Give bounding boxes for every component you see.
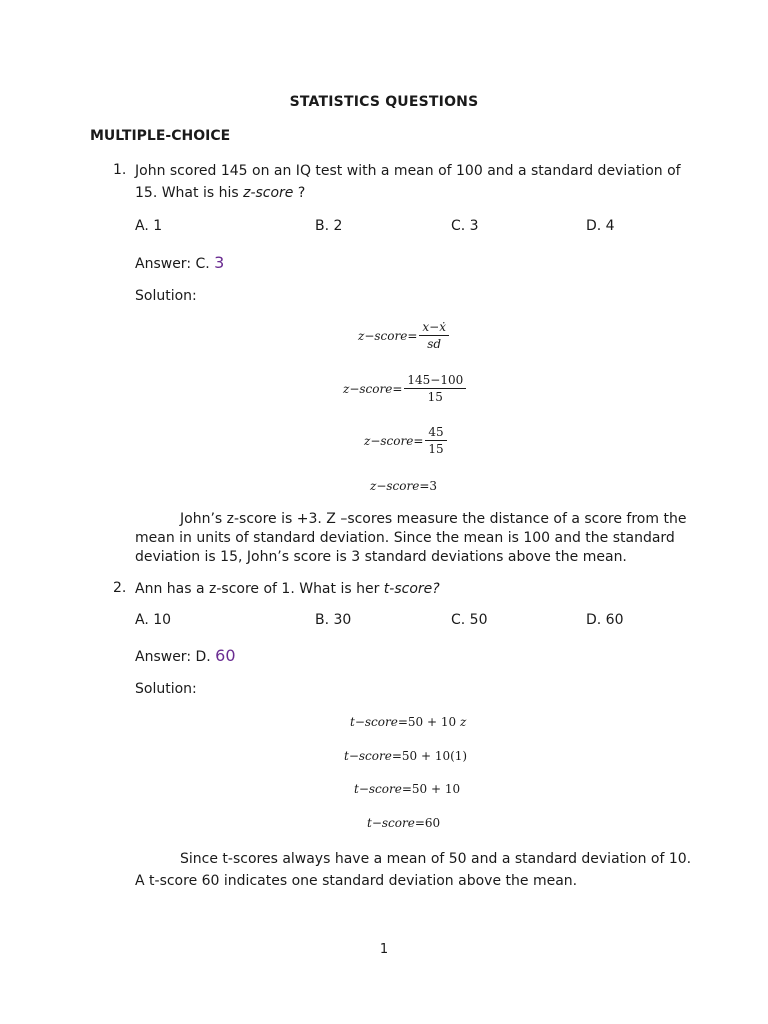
question-1-text [135,160,681,204]
q2-equation-2: t−score= 50 + 10(1) [344,749,468,763]
document-title: STATISTICS QUESTIONS [289,94,479,110]
question-1-line1: John scored 145 on an IQ test with a mean of 100 and a standard deviation of [135,163,681,179]
q1-equation-1: z−score= $\frac{\text{x−ẋ}}{sd}$ [358,320,451,351]
question-2-number: 2. [113,580,127,596]
question-1-answer-value: 3 [214,253,225,272]
q1-equation-4: z−score= 3 [370,479,438,493]
explanation-line: John’s z-score is +3. Z –scores measure the distance of a score from the [180,511,687,527]
t-score-term: t-score? [383,581,440,597]
page-number: 1 [379,942,389,957]
question-1-solution-label: Solution: [135,288,197,304]
section-heading: MULTIPLE-CHOICE [90,128,231,144]
question-2-option-a: A. 10 [135,612,172,628]
question-1-number: 1. [113,162,127,178]
fraction: $\frac{145-100}{15}$ [404,373,466,404]
question-2-option-d: D. 60 [586,612,624,628]
explanation-line: Since t-scores always have a mean of 50 and a standard deviation of 10. [180,851,692,867]
explanation-line: mean in units of standard deviation. Since the mean is 100 and the standard [135,530,675,546]
fraction: $\frac{\text{x−ẋ}}{sd}$ [419,320,449,351]
question-2-solution-label: Solution: [135,681,197,697]
explanation-line: A t-score 60 indicates one standard deviation above the mean. [135,873,578,889]
q2-equation-1: t−score= 50 + 10 z [350,715,467,729]
question-2-option-c: C. 50 [451,612,488,628]
q2-equation-4: t−score= 60 [367,816,441,830]
z-score-term: z-score [243,185,294,201]
q1-equation-2: z−score= $\frac{145-100}{15}$ [343,373,468,404]
question-1-option-a: A. 1 [135,218,163,234]
question-1-line2: 15. What is his z-score ? [135,185,306,201]
q1-equation-3: z−score= $\frac{45}{15}$ [364,425,449,456]
question-1-option-c: C. 3 [451,218,479,234]
question-2-answer: Answer: D. 60 [135,646,236,665]
question-2-answer-value: 60 [215,646,236,665]
question-1-explanation [135,510,686,567]
fraction: $\frac{45}{15}$ [425,425,446,456]
question-2-explanation [135,848,691,892]
question-2-text: Ann has a z-score of 1. What is her t-score? [135,581,440,597]
question-1-answer: Answer: C. 3 [135,253,225,272]
q2-equation-3: t−score= 50 + 10 [354,782,461,796]
question-1-option-b: B. 2 [315,218,343,234]
question-1-option-d: D. 4 [586,218,615,234]
explanation-line: deviation is 15, John’s score is 3 standard deviations above the mean. [135,549,627,565]
question-2-option-b: B. 30 [315,612,352,628]
